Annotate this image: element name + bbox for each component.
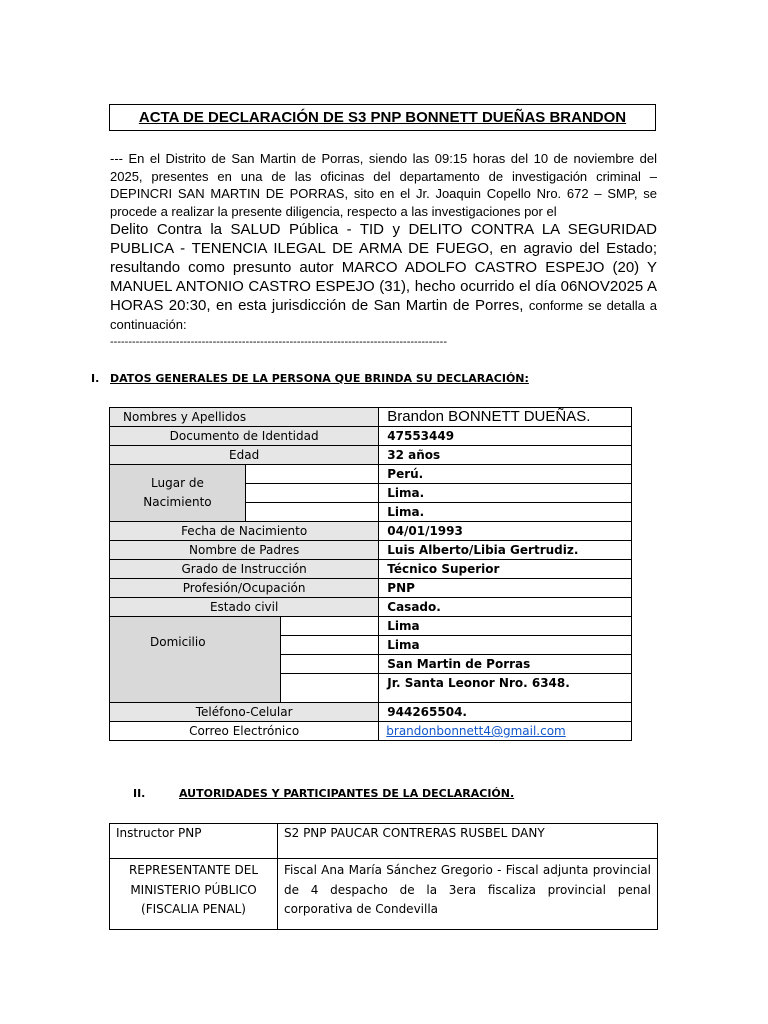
label-birthdate: Fecha de Nacimiento xyxy=(110,522,379,541)
person-prosecutor: Fiscal Ana María Sánchez Gregorio - Fiscal adjunta provincial de 4 despacho de la 3era fiscaliza provincial penal corporativa de Condevilla xyxy=(278,859,658,930)
blank-cell xyxy=(280,617,379,636)
table-row xyxy=(110,522,632,541)
table-row xyxy=(110,722,632,741)
table-row xyxy=(110,824,658,859)
table-row xyxy=(110,579,632,598)
label-civil: Estado civil xyxy=(110,598,379,617)
blank-cell xyxy=(245,465,378,484)
intro-paragraph xyxy=(110,150,657,350)
table-row xyxy=(110,859,658,930)
person-instructor: S2 PNP PAUCAR CONTRERAS RUSBEL DANY xyxy=(278,824,658,859)
email-cell xyxy=(379,722,632,741)
value-birth-region: Lima. xyxy=(379,484,632,503)
value-addr-street: Jr. Santa Leonor Nro. 6348. xyxy=(379,674,632,703)
value-addr-district: San Martin de Porras xyxy=(379,655,632,674)
section1-number: I. xyxy=(91,372,100,385)
label-address: Domicilio xyxy=(110,617,281,703)
blank-cell xyxy=(280,636,379,655)
label-name: Nombres y Apellidos xyxy=(110,408,379,427)
role-instructor: Instructor PNP xyxy=(110,824,278,859)
blank-cell xyxy=(280,674,379,703)
value-name: Brandon BONNETT DUEÑAS. xyxy=(379,408,632,427)
section1-heading xyxy=(91,372,591,388)
label-id-doc: Documento de Identidad xyxy=(110,427,379,446)
table-row xyxy=(110,560,632,579)
table-row xyxy=(110,446,632,465)
value-id-doc: 47553449 xyxy=(379,427,632,446)
value-phone: 944265504. xyxy=(379,703,632,722)
value-profession: PNP xyxy=(379,579,632,598)
label-email: Correo Electrónico xyxy=(110,722,379,741)
value-parents: Luis Alberto/Libia Gertrudiz. xyxy=(379,541,632,560)
intro-part2-wrap xyxy=(110,220,657,334)
value-birthdate: 04/01/1993 xyxy=(379,522,632,541)
intro-part3: conforme se detalla a continuación: xyxy=(110,298,657,332)
label-parents: Nombre de Padres xyxy=(110,541,379,560)
value-civil: Casado. xyxy=(379,598,632,617)
label-phone: Teléfono-Celular xyxy=(110,703,379,722)
value-age: 32 años xyxy=(379,446,632,465)
section2-heading xyxy=(133,787,633,803)
label-age: Edad xyxy=(110,446,379,465)
email-link[interactable]: brandonbonnett4@gmail.com xyxy=(386,724,566,738)
intro-part2: Delito Contra la SALUD Pública - TID y DELITO CONTRA LA SEGURIDAD PUBLICA - TENENCIA ILEGAL DE ARMA DE FUEGO, en agravio del Estado; resultando como presunto autor MARCO ADOLFO CASTRO ESPEJO (20) Y MANUEL ANTONIO CASTRO ESPEJO (31), hecho ocurrido el día 06NOV2025 A HORAS 20:30, en esta jurisdicción de San Martin de Porres, xyxy=(110,221,657,314)
table-row xyxy=(110,465,632,484)
table-row xyxy=(110,541,632,560)
blank-cell xyxy=(245,484,378,503)
value-addr-province: Lima xyxy=(379,636,632,655)
value-education: Técnico Superior xyxy=(379,560,632,579)
authorities-table xyxy=(109,823,658,930)
section2-title: AUTORIDADES Y PARTICIPANTES DE LA DECLARACIÓN. xyxy=(179,787,515,800)
document-title: ACTA DE DECLARACIÓN DE S3 PNP BONNETT DUEÑAS BRANDON xyxy=(109,104,656,131)
table-row xyxy=(110,703,632,722)
table-row xyxy=(110,598,632,617)
section1-title: DATOS GENERALES DE LA PERSONA QUE BRINDA SU DECLARACIÓN: xyxy=(110,372,529,385)
blank-cell xyxy=(245,503,378,522)
label-education: Grado de Instrucción xyxy=(110,560,379,579)
intro-part1: --- En el Distrito de San Martin de Porras, siendo las 09:15 horas del 10 de noviembre del 2025, presentes en una de las oficinas del departamento de investigación criminal – DEPINCRI SAN MARTIN DE PORRAS, sito en el Jr. Joaquin Copello Nro. 672 – SMP, se procede a realizar la presente diligencia, respecto a las investigaciones por el xyxy=(110,151,657,219)
label-profession: Profesión/Ocupación xyxy=(110,579,379,598)
value-addr-department: Lima xyxy=(379,617,632,636)
table-row xyxy=(110,617,632,636)
section2-number: II. xyxy=(133,787,146,800)
table-row xyxy=(110,427,632,446)
personal-data-table xyxy=(109,407,632,741)
value-birth-country: Perú. xyxy=(379,465,632,484)
value-birth-city: Lima. xyxy=(379,503,632,522)
table-row xyxy=(110,408,632,427)
role-prosecutor: REPRESENTANTE DEL MINISTERIO PÚBLICO (FISCALIA PENAL) xyxy=(110,859,278,930)
intro-dashes: -------------------------------------------------------------------------------------------- xyxy=(110,336,448,348)
label-birthplace: Lugar de Nacimiento xyxy=(110,465,246,522)
blank-cell xyxy=(280,655,379,674)
